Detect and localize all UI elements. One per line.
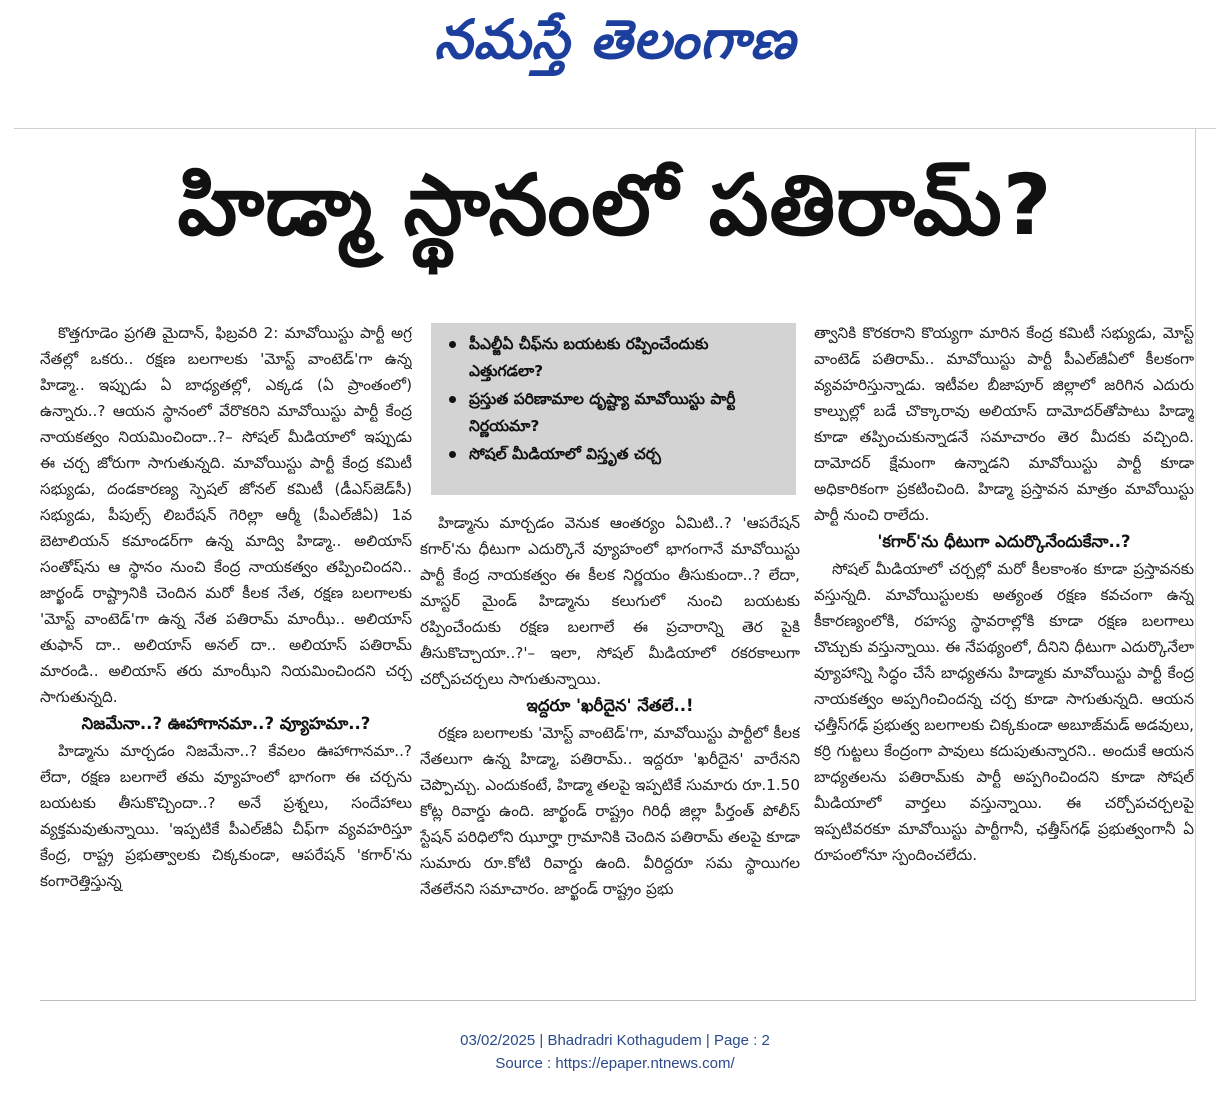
highlight-item bbox=[441, 386, 786, 440]
column1-paragraph-1: కొత్తగూడెం ప్రగతి మైదాన్, ఫిబ్రవరి 2: మావోయిస్టు పార్టీ అగ్ర నేతల్లో ఒకరు.. రక్షణ బలగాలకు 'మోస్ట్ వాంటెడ్'గా ఉన్న హిడ్మా.. ఇప్పుడు ఏ బాధ్యతల్లో, ఎక్కడ (ఏ ప్రాంతంలో) ఉన్నారు..? ఆయన స్థానంలో వేరొకరిని మావోయిస్టు పార్టీ కేంద్ర నాయకత్వం నియమించిందా..?– సోషల్ మీడియాలో ఇప్పుడు ఈ చర్చ జోరుగా సాగుతున్నది. మావోయిస్టు పార్టీ కేంద్ర కమిటీ సభ్యుడు, దండకారణ్య స్పెషల్ జోనల్ కమిటీ (డీఎస్‌జెడ్‌సీ) సభ్యుడు, పీపుల్స్ లిబరేషన్ గెరిల్లా ఆర్మీ (పీఎల్‌జీఏ) 1వ బెటాలియన్ కమాండర్‌గా ఉన్న మాద్వి హిడ్మా.. అలియాస్ సంతోష్‌ను ఆ స్థానం నుంచి కేంద్ర నాయకత్వం తప్పించిందని.. జార్ఖండ్ రాష్ట్రానికి చెందిన మరో కీలక నేత, రక్షణ బలగాలకు 'మోస్ట్ వాంటెడ్'గా ఉన్న నేత పతిరామ్ మాంఝీ.. అలియాస్ తుఫాన్ దా.. అలియాస్ అనల్ దా.. అలియాస్ పతిరామ్ మారండి.. అలియాస్ తరు మాంఝీని నియమించిందని చర్చ సాగుతున్నది. bbox=[40, 324, 412, 706]
newspaper-masthead: నమస్తే తెలంగాణ bbox=[434, 8, 796, 71]
source-link[interactable]: Source : https://epaper.ntnews.com/ bbox=[495, 1055, 735, 1072]
column3-paragraph-2: సోషల్ మీడియాలో చర్చల్లో మరో కీలకాంశం కూడా ప్రస్తావనకు వస్తున్నది. మావోయిస్టులకు అత్యంత రక్షణ కవచంగా ఉన్న కీకారణ్యంలోకి, రహస్య స్థావరాల్లోకి కూడా రక్షణ బలగాలు చొచ్చుకు వస్తున్నాయి. ఈ నేపథ్యంలో, దీనిని ధీటుగా ఎదుర్కొనేలా వ్యూహాన్ని సిద్ధం చేసే బాధ్యతను హిడ్మాకు మావోయిస్టు పార్టీ కేంద్ర నాయకత్వం అప్పగించిందన్న చర్చ కూడా సాగుతున్నది. ఆయన ఛత్తీస్‌గఢ్ ప్రభుత్వ బలగాలకు చిక్కకుండా అబూజ్‌మడ్ అడవులు, కర్రి గుట్టలు కేంద్రంగా పావులు కదుపుతున్నారని.. అందుకే ఆయన బాధ్యతలను పతిరామ్‌కు పార్టీ అప్పగించిందని కూడా సోషల్ మీడియాలో వార్తలు వస్తున్నాయి. ఈ చర్చోపచర్చలపై ఇప్పటివరకూ మావోయిస్టు పార్టీగానీ, ఛత్తీస్‌గఢ్ ప్రభుత్వంగానీ ఏ రూపంలోనూ స్పందించలేదు. bbox=[814, 560, 1194, 864]
column1-subhead: నిజమేనా..? ఊహాగానమా..? వ్యూహమా..? bbox=[81, 714, 371, 733]
column1-paragraph-2: హిడ్మాను మార్చడం నిజమేనా..? కేవలం ఊహాగానమా..? లేదా, రక్షణ బలగాలే తమ వ్యూహంలో భాగంగా ఈ చర్చను బయటకు తీసుకొచ్చిందా..? అనే ప్రశ్నలు, సందేహాలు వ్యక్తమవుతున్నాయి. 'ఇప్పటికే పీఎల్‌జీఏ చీఫ్‌గా వ్యవహరిస్తూ కేంద్ర, రాష్ట్ర ప్రభుత్వాలకు చిక్కకుండా, ఆపరేషన్ 'కగార్'ను కంగారెత్తిస్తున్న bbox=[40, 742, 412, 890]
column2-subhead: ఇద్దరూ 'ఖరీదైన' నేతలే..! bbox=[526, 696, 694, 715]
header-divider bbox=[14, 128, 1216, 129]
edition-info: 03/02/2025 | Bhadradri Kothagudem | Page : 2 bbox=[460, 1032, 770, 1049]
column2-paragraph-2: రక్షణ బలగాలకు 'మోస్ట్ వాంటెడ్'గా, మావోయిస్టు పార్టీలో కీలక నేతలుగా ఉన్న హిడ్మా, పతిరామ్.. ఇద్దరూ 'ఖరీదైన' వారేనని చెప్పొచ్చు. ఎందుకంటే, హిడ్మా తలపై ఇప్పటికే సుమారు రూ.1.50 కోట్ల రివార్డు ఉంది. జార్ఖండ్ రాష్ట్రం గిరిధీ జిల్లా పీర్తంత్ పోలీస్ స్టేషన్ పరిధిలోని ఝూర్హా గ్రామానికి చెందిన పతిరామ్ తలపై కూడా సుమారు రూ.కోటి రివార్డు ఉంది. వీరిద్దరూ సమ స్థాయిగల నేతలేనని సమాచారం. జార్ఖండ్ రాష్ట్రం ప్రభు bbox=[420, 724, 800, 898]
article-column-2 bbox=[420, 510, 800, 990]
bullet-icon bbox=[449, 341, 456, 348]
bullet-icon bbox=[449, 396, 456, 403]
column3-paragraph-1: త్వానికి కొరకరాని కొయ్యగా మారిన కేంద్ర కమిటీ సభ్యుడు, మోస్ట్ వాంటెడ్ పతిరామ్.. మావోయిస్టు పార్టీ పీఎల్‌జీఏలో కీలకంగా వ్యవహరిస్తున్నాడు. ఇటీవల బీజాపూర్ జిల్లాలో జరిగిన ఎదురు కాల్పుల్లో బడే చొక్కారావు అలియాస్ దామోదర్‌తోపాటు హిడ్మా కూడా తప్పించుకున్నాడనే సమాచారం తెర మీదకు వచ్చింది. దామోదర్ క్షేమంగా ఉన్నాడని మావోయిస్టు పార్టీ కూడా అధికారికంగా ప్రకటించింది. హిడ్మా ప్రస్తావన మాత్రం మావోయిస్టు పార్టీ నుంచి రాలేదు. bbox=[814, 324, 1194, 524]
highlights-box bbox=[431, 323, 796, 495]
article-column-3 bbox=[814, 320, 1194, 992]
highlight-item bbox=[441, 331, 786, 385]
column3-subhead: 'కగార్'ను ధీటుగా ఎదుర్కొనేందుకేనా..? bbox=[877, 532, 1131, 551]
bullet-icon bbox=[449, 451, 456, 458]
footer-divider bbox=[40, 1000, 1196, 1001]
column2-paragraph-1: హిడ్మాను మార్చడం వెనుక ఆంతర్యం ఏమిటి..? 'ఆపరేషన్ కగార్'ను ధీటుగా ఎదుర్కొనే వ్యూహంలో భాగంగానే మావోయిస్టు పార్టీ కేంద్ర నాయకత్వం ఈ కీలక నిర్ణయం తీసుకుందా..? లేదా, మాస్టర్ మైండ్ హిడ్మాను కలుగులో నుంచి బయటకు రప్పించేందుకు రక్షణ బలగాలే ఈ ప్రచారాన్ని తెర పైకి తీసుకొచ్చాయా..?'– ఇలా, సోషల్ మీడియాలో రకరకాలుగా చర్చోపచర్చలు సాగుతున్నాయి. bbox=[420, 514, 800, 688]
highlight-item bbox=[441, 441, 786, 468]
highlight-text: సోషల్ మీడియాలో విస్తృత చర్చ bbox=[469, 445, 661, 463]
highlight-text: పీఎల్జీఏ చీఫ్‌ను బయటకు రప్పించేందుకు ఎత్తుగడలా? bbox=[469, 335, 709, 380]
highlight-text: ప్రస్తుత పరిణామాల దృష్ట్యా మావోయిస్టు పార్టీ నిర్ణయమా? bbox=[469, 390, 736, 435]
article-headline: హిడ్మా స్థానంలో పతిరామ్? bbox=[177, 156, 1053, 254]
highlights-list bbox=[441, 331, 786, 468]
article-column-1 bbox=[40, 320, 412, 992]
